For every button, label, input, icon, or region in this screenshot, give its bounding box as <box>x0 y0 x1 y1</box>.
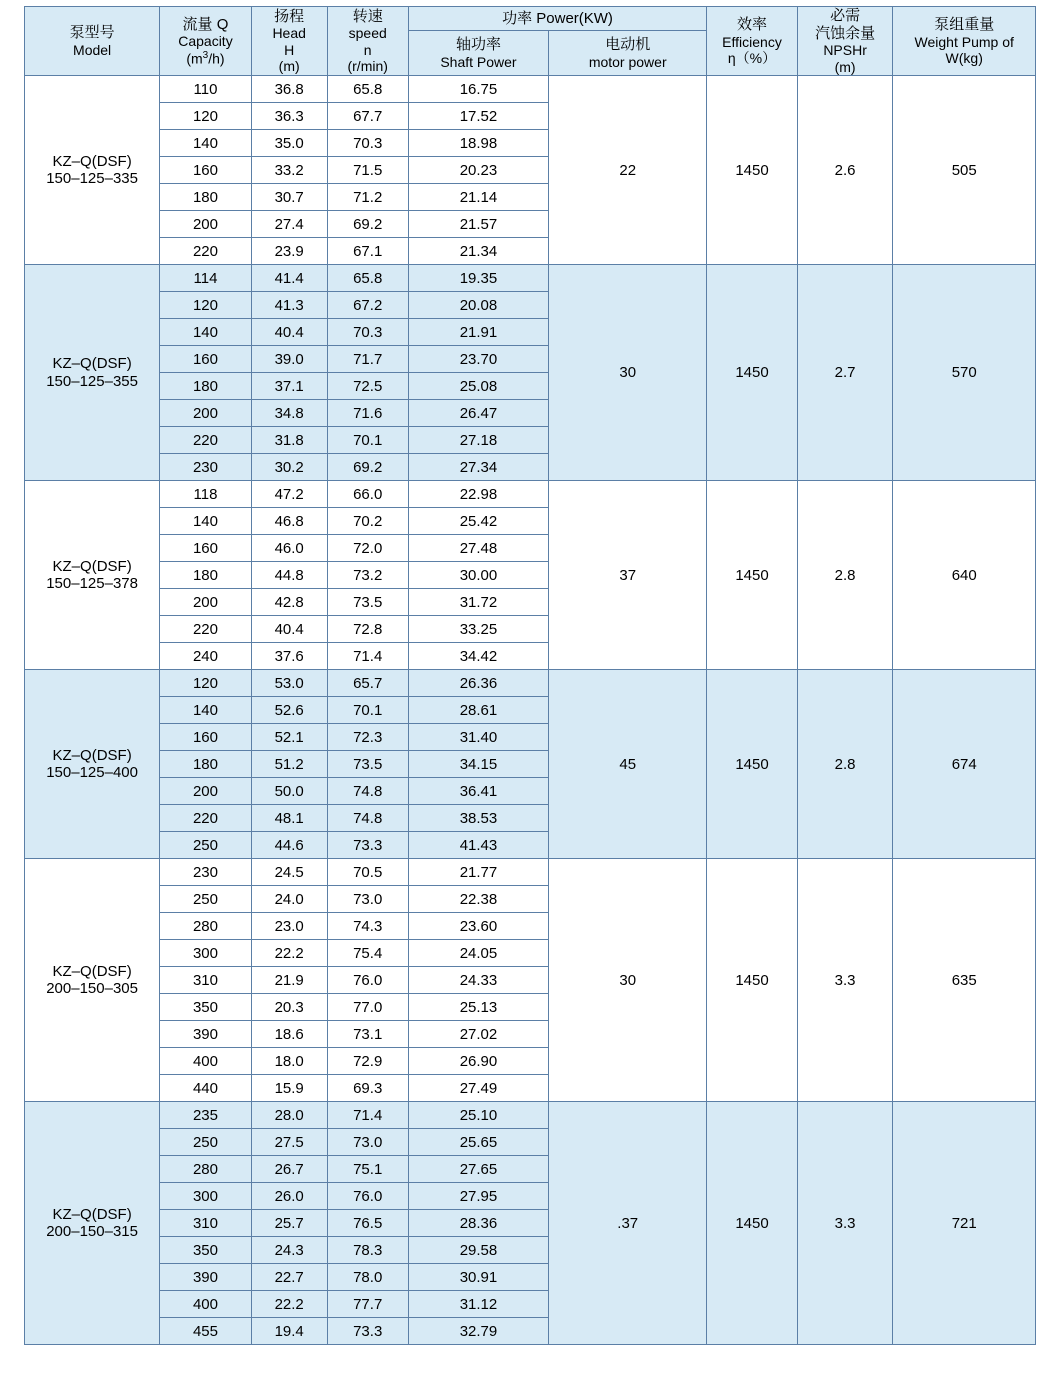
cell-head: 22.7 <box>251 1264 327 1291</box>
header-speed-unit: (r/min) <box>347 58 388 75</box>
cell-head: 24.0 <box>251 886 327 913</box>
cell-shaft-power: 24.33 <box>408 967 548 994</box>
cell-speed: 73.2 <box>327 562 408 589</box>
header-efficiency <box>707 7 797 76</box>
cell-head: 26.0 <box>251 1183 327 1210</box>
cell-shaft-power: 31.12 <box>408 1291 548 1318</box>
cell-capacity: 220 <box>160 238 252 265</box>
cell-head: 21.9 <box>251 967 327 994</box>
cell-head: 44.6 <box>251 832 327 859</box>
cell-head: 26.7 <box>251 1156 327 1183</box>
cell-head: 15.9 <box>251 1075 327 1102</box>
cell-speed: 73.5 <box>327 751 408 778</box>
cell-head: 25.7 <box>251 1210 327 1237</box>
cell-head: 28.0 <box>251 1102 327 1129</box>
header-head <box>251 7 327 76</box>
header-motor-power-cn: 电动机 <box>605 36 651 54</box>
cell-motor-power: .37 <box>549 1102 707 1345</box>
cell-shaft-power: 32.79 <box>408 1318 548 1345</box>
cell-speed: 73.5 <box>327 589 408 616</box>
cell-speed: 70.2 <box>327 508 408 535</box>
cell-head: 39.0 <box>251 346 327 373</box>
cell-head: 48.1 <box>251 805 327 832</box>
cell-speed: 73.0 <box>327 1129 408 1156</box>
header-npshr-en: NPSHr <box>823 42 867 59</box>
header-weight-cn: 泵组重量 <box>934 15 995 33</box>
cell-speed: 70.1 <box>327 427 408 454</box>
cell-shaft-power: 36.41 <box>408 778 548 805</box>
header-motor-power-en: motor power <box>588 53 667 70</box>
cell-speed: 70.1 <box>327 697 408 724</box>
cell-capacity: 140 <box>160 319 252 346</box>
cell-head: 27.5 <box>251 1129 327 1156</box>
cell-head: 23.0 <box>251 913 327 940</box>
cell-shaft-power: 17.52 <box>408 103 548 130</box>
cell-model <box>25 859 160 1102</box>
header-npshr-unit: (m) <box>834 58 856 75</box>
cell-head: 36.3 <box>251 103 327 130</box>
cell-speed: 71.4 <box>327 643 408 670</box>
cell-speed: 71.4 <box>327 1102 408 1129</box>
header-speed-symbol: n <box>363 41 372 58</box>
cell-capacity: 180 <box>160 562 252 589</box>
cell-weight: 570 <box>893 265 1036 481</box>
cell-capacity: 300 <box>160 940 252 967</box>
header-capacity <box>160 7 252 76</box>
cell-efficiency: 1450 <box>707 481 797 670</box>
cell-capacity: 160 <box>160 724 252 751</box>
model-line-2: 150–125–335 <box>46 170 138 188</box>
table-body <box>25 76 1036 1345</box>
cell-speed: 76.5 <box>327 1210 408 1237</box>
cell-speed: 77.7 <box>327 1291 408 1318</box>
cell-speed: 73.3 <box>327 1318 408 1345</box>
cell-speed: 69.2 <box>327 454 408 481</box>
cell-speed: 78.0 <box>327 1264 408 1291</box>
cell-capacity: 180 <box>160 751 252 778</box>
table-row <box>25 76 1036 103</box>
cell-capacity: 280 <box>160 913 252 940</box>
cell-shaft-power: 27.48 <box>408 535 548 562</box>
cell-head: 41.3 <box>251 292 327 319</box>
cell-shaft-power: 18.98 <box>408 130 548 157</box>
cell-shaft-power: 21.77 <box>408 859 548 886</box>
table-row <box>25 265 1036 292</box>
cell-npshr: 2.7 <box>797 265 893 481</box>
cell-head: 20.3 <box>251 994 327 1021</box>
cell-npshr: 3.3 <box>797 859 893 1102</box>
cell-capacity: 120 <box>160 292 252 319</box>
cell-shaft-power: 41.43 <box>408 832 548 859</box>
header-capacity-unit: $(m^3/h)$ <box>186 49 225 67</box>
cell-shaft-power: 38.53 <box>408 805 548 832</box>
cell-shaft-power: 33.25 <box>408 616 548 643</box>
cell-capacity: 140 <box>160 697 252 724</box>
cell-capacity: 160 <box>160 535 252 562</box>
cell-head: 18.6 <box>251 1021 327 1048</box>
model-line-2: 150–125–355 <box>46 372 138 390</box>
header-shaft-power <box>408 31 548 76</box>
header-head-cn: 扬程 <box>274 7 305 25</box>
cell-capacity: 250 <box>160 886 252 913</box>
cell-capacity: 200 <box>160 400 252 427</box>
cell-shaft-power: 34.42 <box>408 643 548 670</box>
cell-capacity: 200 <box>160 778 252 805</box>
cell-shaft-power: 31.40 <box>408 724 548 751</box>
cell-head: 40.4 <box>251 616 327 643</box>
cell-capacity: 440 <box>160 1075 252 1102</box>
header-motor-power <box>549 31 707 76</box>
cell-speed: 67.1 <box>327 238 408 265</box>
cell-head: 30.7 <box>251 184 327 211</box>
cell-motor-power: 22 <box>549 76 707 265</box>
cell-head: 31.8 <box>251 427 327 454</box>
cell-efficiency: 1450 <box>707 265 797 481</box>
cell-shaft-power: 19.35 <box>408 265 548 292</box>
cell-head: 27.4 <box>251 211 327 238</box>
cell-shaft-power: 25.10 <box>408 1102 548 1129</box>
cell-capacity: 310 <box>160 967 252 994</box>
cell-capacity: 235 <box>160 1102 252 1129</box>
cell-shaft-power: 23.70 <box>408 346 548 373</box>
cell-shaft-power: 30.00 <box>408 562 548 589</box>
cell-model <box>25 265 160 481</box>
cell-shaft-power: 22.98 <box>408 481 548 508</box>
cell-model <box>25 76 160 265</box>
table-row <box>25 1102 1036 1129</box>
cell-head: 37.6 <box>251 643 327 670</box>
cell-capacity: 220 <box>160 616 252 643</box>
cell-capacity: 250 <box>160 832 252 859</box>
cell-capacity: 180 <box>160 373 252 400</box>
cell-shaft-power: 21.34 <box>408 238 548 265</box>
model-line-2: 200–150–305 <box>46 980 138 998</box>
cell-shaft-power: 25.13 <box>408 994 548 1021</box>
cell-capacity: 300 <box>160 1183 252 1210</box>
cell-speed: 72.3 <box>327 724 408 751</box>
cell-capacity: 110 <box>160 76 252 103</box>
cell-motor-power: 30 <box>549 859 707 1102</box>
cell-speed: 70.5 <box>327 859 408 886</box>
cell-shaft-power: 27.49 <box>408 1075 548 1102</box>
cell-head: 22.2 <box>251 940 327 967</box>
cell-speed: 73.0 <box>327 886 408 913</box>
cell-capacity: 350 <box>160 1237 252 1264</box>
cell-speed: 67.7 <box>327 103 408 130</box>
cell-capacity: 250 <box>160 1129 252 1156</box>
header-row-top <box>25 7 1036 31</box>
header-efficiency-cn: 效率 <box>737 15 768 33</box>
cell-capacity: 114 <box>160 265 252 292</box>
cell-head: 51.2 <box>251 751 327 778</box>
cell-speed: 71.7 <box>327 346 408 373</box>
cell-capacity: 200 <box>160 211 252 238</box>
model-line-1: KZ–Q(DSF) <box>52 355 132 373</box>
cell-weight: 505 <box>893 76 1036 265</box>
cell-shaft-power: 24.05 <box>408 940 548 967</box>
header-efficiency-unit: η（%） <box>727 50 777 67</box>
pump-specification-table <box>24 6 1036 1345</box>
cell-capacity: 390 <box>160 1264 252 1291</box>
model-line-1: KZ–Q(DSF) <box>52 962 132 980</box>
cell-capacity: 120 <box>160 103 252 130</box>
cell-capacity: 240 <box>160 643 252 670</box>
cell-capacity: 160 <box>160 157 252 184</box>
header-head-en: Head <box>272 25 306 42</box>
cell-shaft-power: 25.08 <box>408 373 548 400</box>
header-shaft-power-en: Shaft Power <box>440 53 517 70</box>
cell-speed: 74.8 <box>327 805 408 832</box>
header-model-en: Model <box>73 41 112 58</box>
cell-shaft-power: 31.72 <box>408 589 548 616</box>
cell-speed: 65.8 <box>327 76 408 103</box>
cell-head: 44.8 <box>251 562 327 589</box>
model-line-2: 150–125–400 <box>46 764 138 782</box>
cell-shaft-power: 27.34 <box>408 454 548 481</box>
cell-capacity: 230 <box>160 454 252 481</box>
cell-shaft-power: 29.58 <box>408 1237 548 1264</box>
cell-speed: 72.5 <box>327 373 408 400</box>
cell-shaft-power: 26.90 <box>408 1048 548 1075</box>
cell-speed: 76.0 <box>327 967 408 994</box>
cell-shaft-power: 25.42 <box>408 508 548 535</box>
cell-shaft-power: 20.23 <box>408 157 548 184</box>
cell-capacity: 455 <box>160 1318 252 1345</box>
cell-motor-power: 37 <box>549 481 707 670</box>
cell-npshr: 2.6 <box>797 76 893 265</box>
cell-head: 24.3 <box>251 1237 327 1264</box>
cell-capacity: 180 <box>160 184 252 211</box>
cell-weight: 640 <box>893 481 1036 670</box>
cell-speed: 72.8 <box>327 616 408 643</box>
header-model-cn: 泵型号 <box>69 24 115 42</box>
cell-efficiency: 1450 <box>707 670 797 859</box>
cell-head: 24.5 <box>251 859 327 886</box>
table-row <box>25 670 1036 697</box>
cell-speed: 73.3 <box>327 832 408 859</box>
model-line-2: 200–150–315 <box>46 1223 138 1241</box>
cell-shaft-power: 25.65 <box>408 1129 548 1156</box>
cell-capacity: 400 <box>160 1291 252 1318</box>
header-power-group-label: 功率 Power(KW) <box>502 9 613 27</box>
cell-head: 36.8 <box>251 76 327 103</box>
cell-speed: 65.7 <box>327 670 408 697</box>
cell-capacity: 280 <box>160 1156 252 1183</box>
cell-capacity: 400 <box>160 1048 252 1075</box>
cell-speed: 75.1 <box>327 1156 408 1183</box>
header-weight-unit: W(kg) <box>945 50 983 67</box>
cell-shaft-power: 28.36 <box>408 1210 548 1237</box>
cell-motor-power: 45 <box>549 670 707 859</box>
cell-capacity: 200 <box>160 589 252 616</box>
cell-capacity: 350 <box>160 994 252 1021</box>
cell-shaft-power: 22.38 <box>408 886 548 913</box>
table-row <box>25 481 1036 508</box>
cell-head: 23.9 <box>251 238 327 265</box>
cell-shaft-power: 20.08 <box>408 292 548 319</box>
cell-head: 47.2 <box>251 481 327 508</box>
header-weight-en: Weight Pump of <box>914 33 1014 50</box>
cell-weight: 721 <box>893 1102 1036 1345</box>
cell-speed: 65.8 <box>327 265 408 292</box>
cell-weight: 674 <box>893 670 1036 859</box>
header-power-group <box>408 7 707 31</box>
cell-shaft-power: 27.02 <box>408 1021 548 1048</box>
cell-speed: 73.1 <box>327 1021 408 1048</box>
cell-head: 30.2 <box>251 454 327 481</box>
cell-head: 53.0 <box>251 670 327 697</box>
cell-speed: 72.9 <box>327 1048 408 1075</box>
cell-speed: 70.3 <box>327 319 408 346</box>
cell-head: 22.2 <box>251 1291 327 1318</box>
cell-shaft-power: 27.65 <box>408 1156 548 1183</box>
cell-capacity: 160 <box>160 346 252 373</box>
cell-speed: 70.3 <box>327 130 408 157</box>
table-header <box>25 7 1036 76</box>
cell-head: 50.0 <box>251 778 327 805</box>
cell-speed: 78.3 <box>327 1237 408 1264</box>
header-speed <box>327 7 408 76</box>
header-head-symbol: H <box>284 41 295 58</box>
model-line-1: KZ–Q(DSF) <box>52 557 132 575</box>
header-head-unit: (m) <box>278 58 300 75</box>
cell-shaft-power: 26.47 <box>408 400 548 427</box>
header-speed-en: speed <box>348 25 387 42</box>
cell-head: 52.6 <box>251 697 327 724</box>
cell-head: 46.0 <box>251 535 327 562</box>
cell-npshr: 3.3 <box>797 1102 893 1345</box>
model-line-2: 150–125–378 <box>46 575 138 593</box>
cell-speed: 71.2 <box>327 184 408 211</box>
cell-speed: 74.3 <box>327 913 408 940</box>
cell-head: 19.4 <box>251 1318 327 1345</box>
cell-shaft-power: 30.91 <box>408 1264 548 1291</box>
header-npshr-cn2: 汽蚀余量 <box>815 24 876 42</box>
cell-shaft-power: 23.60 <box>408 913 548 940</box>
header-capacity-en: Capacity <box>178 33 233 50</box>
cell-model <box>25 1102 160 1345</box>
cell-head: 40.4 <box>251 319 327 346</box>
cell-head: 42.8 <box>251 589 327 616</box>
header-capacity-cn: 流量 Q <box>182 15 229 33</box>
model-line-1: KZ–Q(DSF) <box>52 1205 132 1223</box>
cell-capacity: 310 <box>160 1210 252 1237</box>
cell-head: 33.2 <box>251 157 327 184</box>
header-npshr <box>797 7 893 76</box>
cell-shaft-power: 27.95 <box>408 1183 548 1210</box>
cell-speed: 69.2 <box>327 211 408 238</box>
cell-efficiency: 1450 <box>707 859 797 1102</box>
cell-capacity: 140 <box>160 130 252 157</box>
cell-shaft-power: 21.91 <box>408 319 548 346</box>
cell-head: 37.1 <box>251 373 327 400</box>
cell-head: 18.0 <box>251 1048 327 1075</box>
cell-shaft-power: 34.15 <box>408 751 548 778</box>
cell-speed: 67.2 <box>327 292 408 319</box>
cell-capacity: 230 <box>160 859 252 886</box>
cell-head: 46.8 <box>251 508 327 535</box>
cell-shaft-power: 16.75 <box>408 76 548 103</box>
cell-capacity: 220 <box>160 805 252 832</box>
cell-speed: 74.8 <box>327 778 408 805</box>
cell-efficiency: 1450 <box>707 1102 797 1345</box>
header-weight <box>893 7 1036 76</box>
model-line-1: KZ–Q(DSF) <box>52 746 132 764</box>
table-row <box>25 859 1036 886</box>
cell-speed: 69.3 <box>327 1075 408 1102</box>
cell-weight: 635 <box>893 859 1036 1102</box>
cell-shaft-power: 26.36 <box>408 670 548 697</box>
cell-capacity: 120 <box>160 670 252 697</box>
cell-speed: 71.5 <box>327 157 408 184</box>
cell-head: 35.0 <box>251 130 327 157</box>
cell-speed: 66.0 <box>327 481 408 508</box>
header-shaft-power-cn: 轴功率 <box>455 36 501 54</box>
cell-shaft-power: 21.14 <box>408 184 548 211</box>
cell-capacity: 140 <box>160 508 252 535</box>
cell-head: 52.1 <box>251 724 327 751</box>
cell-head: 41.4 <box>251 265 327 292</box>
header-speed-cn: 转速 <box>352 7 383 25</box>
cell-npshr: 2.8 <box>797 670 893 859</box>
cell-model <box>25 670 160 859</box>
cell-speed: 76.0 <box>327 1183 408 1210</box>
cell-motor-power: 30 <box>549 265 707 481</box>
cell-speed: 72.0 <box>327 535 408 562</box>
cell-speed: 75.4 <box>327 940 408 967</box>
header-efficiency-en: Efficiency <box>722 33 782 50</box>
cell-shaft-power: 27.18 <box>408 427 548 454</box>
cell-npshr: 2.8 <box>797 481 893 670</box>
cell-head: 34.8 <box>251 400 327 427</box>
cell-shaft-power: 28.61 <box>408 697 548 724</box>
cell-capacity: 390 <box>160 1021 252 1048</box>
cell-capacity: 220 <box>160 427 252 454</box>
cell-model <box>25 481 160 670</box>
model-line-1: KZ–Q(DSF) <box>52 152 132 170</box>
cell-shaft-power: 21.57 <box>408 211 548 238</box>
cell-speed: 71.6 <box>327 400 408 427</box>
cell-speed: 77.0 <box>327 994 408 1021</box>
header-npshr-cn1: 必需 <box>830 7 861 24</box>
cell-efficiency: 1450 <box>707 76 797 265</box>
cell-capacity: 118 <box>160 481 252 508</box>
header-model <box>25 7 160 76</box>
